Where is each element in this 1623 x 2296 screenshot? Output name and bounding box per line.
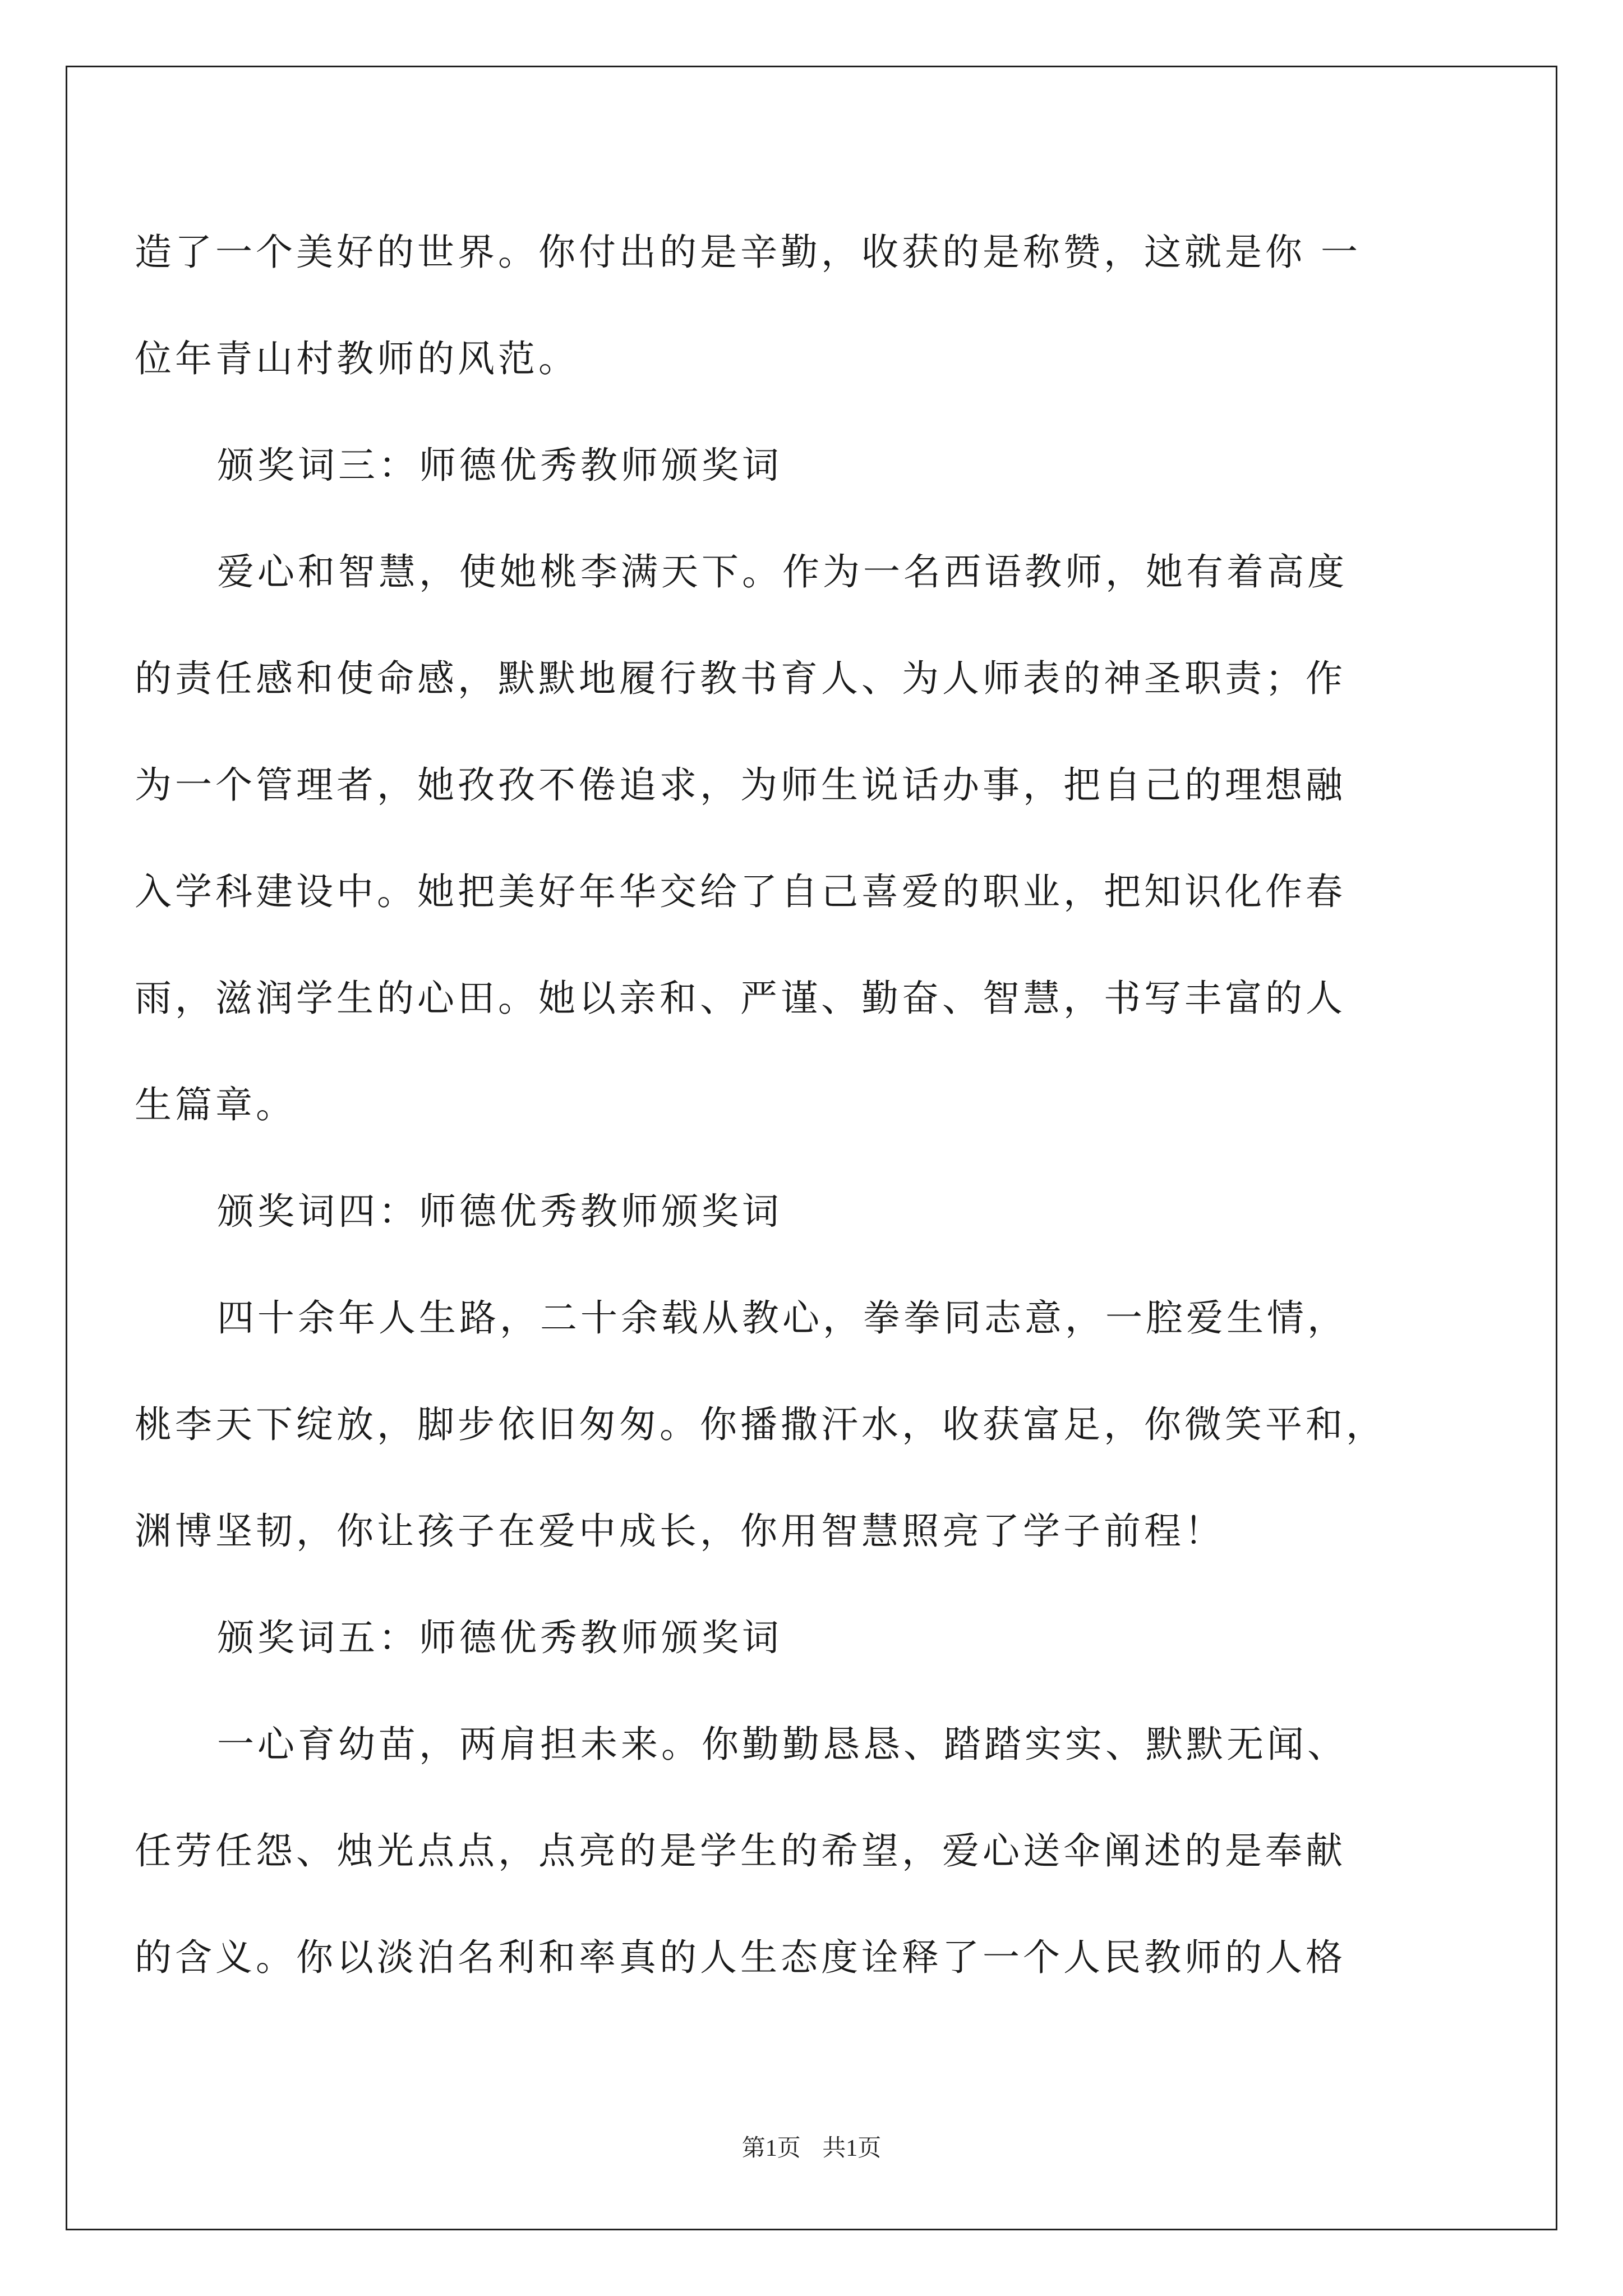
text-line: 造了一个美好的世界。你付出的是辛勤，收获的是称赞，这就是你 一	[135, 231, 1361, 274]
text-line: 任劳任怨、烛光点点，点亮的是学生的希望，爱心送伞阐述的是奉献	[135, 1829, 1346, 1872]
text-line: 为一个管理者，她孜孜不倦追求，为师生说话办事，把自己的理想融	[135, 763, 1346, 807]
text-line: 桃李天下绽放，脚步依旧匆匆。你播撒汗水，收获富足，你微笑平和，	[135, 1403, 1386, 1446]
page-footer	[0, 2132, 1623, 2165]
text-line: 位年青山村教师的风范。	[135, 337, 579, 380]
text-line: 的责任感和使命感，默默地履行教书育人、为人师表的神圣职责；作	[135, 657, 1346, 700]
text-line: 渊博坚韧，你让孩子在爱中成长，你用智慧照亮了学子前程！	[135, 1510, 1225, 1553]
text-line: 爱心和智慧，使她桃李满天下。作为一名西语教师，她有着高度	[217, 550, 1348, 593]
section-heading: 颁奖词五：师德优秀教师颁奖词	[217, 1616, 782, 1659]
text-line: 四十余年人生路，二十余载从教心，拳拳同志意，一腔爱生情，	[217, 1296, 1348, 1340]
page-total: 共1页	[822, 2136, 882, 2161]
section-heading: 颁奖词三：师德优秀教师颁奖词	[217, 444, 782, 487]
text-line: 入学科建设中。她把美好年华交给了自己喜爱的职业，把知识化作春	[135, 870, 1346, 913]
page-number: 第1页	[741, 2136, 801, 2161]
section-heading: 颁奖词四：师德优秀教师颁奖词	[217, 1190, 782, 1233]
text-line: 一心育幼苗，两肩担未来。你勤勤恳恳、踏踏实实、默默无闻、	[217, 1723, 1348, 1766]
text-line: 的含义。你以淡泊名利和率真的人生态度诠释了一个人民教师的人格	[135, 1936, 1346, 1979]
text-line: 生篇章。	[135, 1083, 296, 1126]
text-line: 雨，滋润学生的心田。她以亲和、严谨、勤奋、智慧，书写丰富的人	[135, 977, 1346, 1020]
